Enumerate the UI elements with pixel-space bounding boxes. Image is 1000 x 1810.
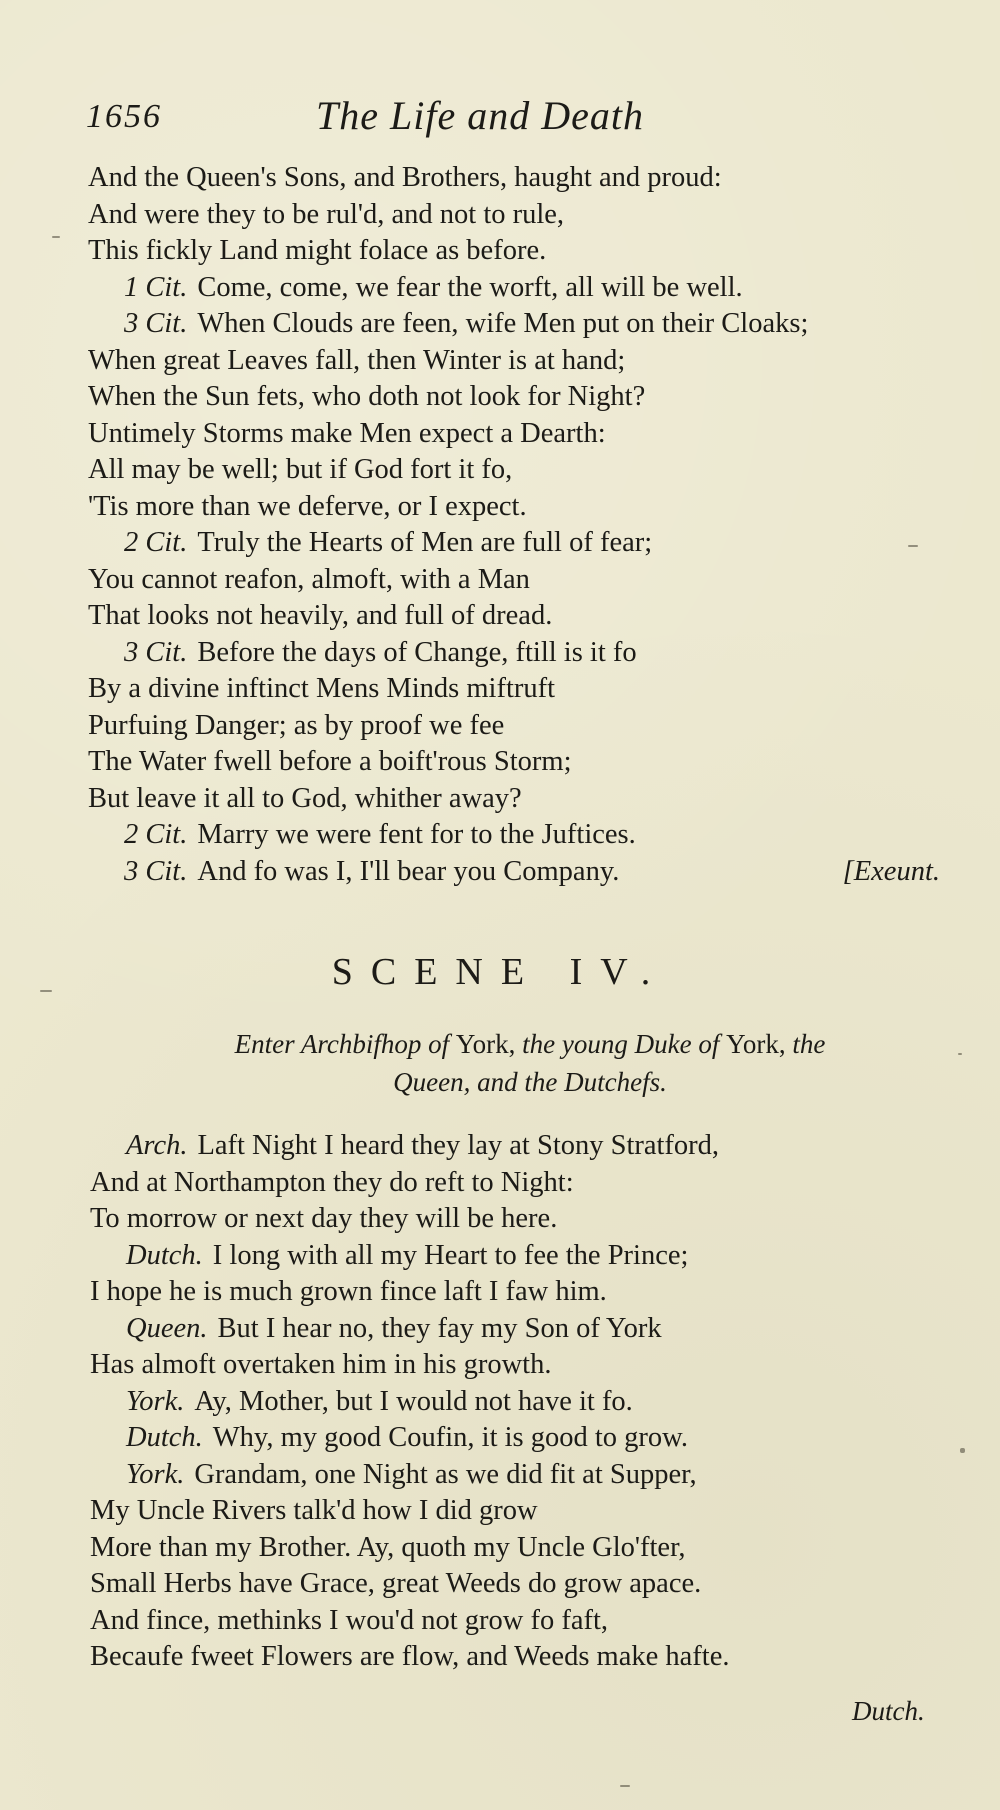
speech-line: [88, 817, 948, 854]
line-text: When the Sun fets, who doth not look for Night?: [88, 381, 646, 412]
line-text: Untimely Storms make Men expect a Dearth:: [88, 417, 606, 449]
entrance-text-part: Enter Archbifhop of: [234, 1029, 456, 1059]
speaker-name: Arch.: [126, 1130, 188, 1161]
speaker-name: 1 Cit.: [124, 271, 188, 303]
line-text: When Clouds are feen, wife Men put on their Cloaks;: [197, 308, 809, 339]
page-number: 1656: [86, 98, 162, 135]
speech-line: [88, 525, 948, 562]
verse-line: [88, 197, 948, 234]
verse-line: [88, 671, 948, 708]
entrance-text-part: the young Duke of: [522, 1029, 727, 1059]
verse-line: [88, 160, 948, 197]
verse-line: [88, 489, 948, 526]
line-text: Truly the Hearts of Men are full of fear;: [197, 527, 653, 558]
line-text: And were they to be rul'd, and not to rule,: [88, 198, 565, 230]
entrance-direction: [140, 1025, 920, 1101]
entrance-place-name: York,: [455, 1029, 523, 1059]
verse-line: [90, 1566, 960, 1603]
speech-line: [90, 1311, 960, 1348]
speech-line: [90, 1238, 960, 1275]
line-text: Come, come, we fear the worft, all will be well.: [197, 271, 743, 303]
speech-line: [88, 854, 948, 891]
line-text: And at Northampton they do reft to Night:: [90, 1166, 574, 1198]
speaker-name: Dutch.: [126, 1422, 203, 1453]
verse-line: [88, 708, 948, 745]
speaker-name: 2 Cit.: [124, 819, 188, 850]
opening-dialogue: [88, 160, 948, 890]
verse-line: [90, 1165, 960, 1202]
line-text: Marry we were fent for to the Juftices.: [197, 819, 636, 850]
speaker-name: 3 Cit.: [124, 308, 188, 339]
verse-line: [88, 781, 948, 818]
line-text: You cannot reafon, almoft, with a Man: [88, 563, 530, 595]
stage-direction-exeunt: [Exeunt.: [842, 855, 940, 887]
speech-line: [88, 306, 948, 343]
speech-line: [90, 1128, 960, 1165]
line-text: Becaufe fweet Flowers are flow, and Weeds make hafte.: [90, 1641, 730, 1672]
line-text: More than my Brother. Ay, quoth my Uncle Glo'fter,: [90, 1531, 686, 1563]
line-text: By a divine inftinct Mens Minds miftruft: [88, 673, 556, 704]
line-text: Before the days of Change, ftill is it fo: [197, 636, 637, 668]
line-text: Purfuing Danger; as by proof we fee: [88, 709, 505, 741]
speaker-name: 3 Cit.: [124, 855, 188, 887]
scene-dialogue: [90, 1128, 960, 1676]
verse-line: [90, 1639, 960, 1676]
line-text: That looks not heavily, and full of dread.: [88, 600, 553, 631]
entrance-place-name: York,: [726, 1029, 793, 1059]
verse-line: [88, 744, 948, 781]
verse-line: [88, 598, 948, 635]
line-text: I long with all my Heart to fee the Prince;: [212, 1239, 689, 1271]
verse-line: [90, 1530, 960, 1567]
speaker-name: Dutch.: [126, 1239, 203, 1271]
line-text: All may be well; but if God fort it fo,: [88, 454, 513, 485]
speech-line: [90, 1457, 960, 1494]
speaker-name: 3 Cit.: [124, 636, 188, 668]
speaker-name: York.: [126, 1385, 185, 1417]
verse-line: [88, 343, 948, 380]
entrance-line: Queen, and the Dutchefs.: [393, 1067, 667, 1097]
paper-speck: [40, 990, 52, 992]
verse-line: [90, 1274, 960, 1311]
speech-line: [88, 270, 948, 307]
running-title: The Life and Death: [316, 93, 644, 138]
verse-line: [88, 452, 948, 489]
paper-speck: [908, 545, 918, 547]
line-text: To morrow or next day they will be here.: [90, 1203, 558, 1234]
speech-line: [90, 1384, 960, 1421]
scene-heading: SCENE IV.: [331, 951, 669, 993]
line-text: But I hear no, they fay my Son of York: [217, 1312, 662, 1344]
verse-line: [88, 416, 948, 453]
line-text: Why, my good Coufin, it is good to grow.: [212, 1422, 689, 1453]
paper-speck: [958, 1053, 962, 1055]
line-text: Small Herbs have Grace, great Weeds do grow apace.: [90, 1568, 702, 1599]
line-text: My Uncle Rivers talk'd how I did grow: [90, 1495, 538, 1526]
line-text: 'Tis more than we deferve, or I expect.: [88, 490, 527, 522]
speaker-name: Queen.: [126, 1312, 208, 1344]
verse-line: [88, 379, 948, 416]
line-text: When great Leaves fall, then Winter is at hand;: [88, 344, 626, 376]
line-text: Ay, Mother, but I would not have it fo.: [194, 1385, 633, 1417]
line-text: Laft Night I heard they lay at Stony Stratford,: [197, 1130, 720, 1161]
paper-speck: [52, 236, 60, 238]
line-text: And fince, methinks I wou'd not grow fo faft,: [90, 1604, 609, 1636]
line-text: Grandam, one Night as we did fit at Supper,: [194, 1458, 697, 1490]
entrance-text-part: the: [792, 1029, 826, 1059]
line-text: Has almoft overtaken him in his growth.: [90, 1349, 552, 1380]
speech-line: [88, 635, 948, 672]
line-text: But leave it all to God, whither away?: [88, 782, 522, 814]
speaker-name: 2 Cit.: [124, 527, 188, 558]
paper-speck: [960, 1448, 965, 1453]
verse-line: [90, 1347, 960, 1384]
line-text: This fickly Land might folace as before.: [88, 235, 547, 266]
verse-line: [90, 1603, 960, 1640]
entrance-line: [140, 1025, 920, 1063]
line-text: And the Queen's Sons, and Brothers, haught and proud:: [88, 162, 722, 193]
verse-line: [88, 562, 948, 599]
line-text: And fo was I, I'll bear you Company.: [197, 855, 620, 887]
line-text: The Water fwell before a boift'rous Storm;: [88, 746, 572, 777]
speaker-name: York.: [126, 1458, 185, 1490]
paper-speck: [620, 1785, 630, 1787]
page-header: [86, 92, 946, 152]
speech-line: [90, 1420, 960, 1457]
line-text: I hope he is much grown fince laft I faw him.: [90, 1276, 607, 1307]
verse-line: [88, 233, 948, 270]
verse-line: [90, 1493, 960, 1530]
verse-line: [90, 1201, 960, 1238]
catchword: Dutch.: [852, 1696, 925, 1726]
